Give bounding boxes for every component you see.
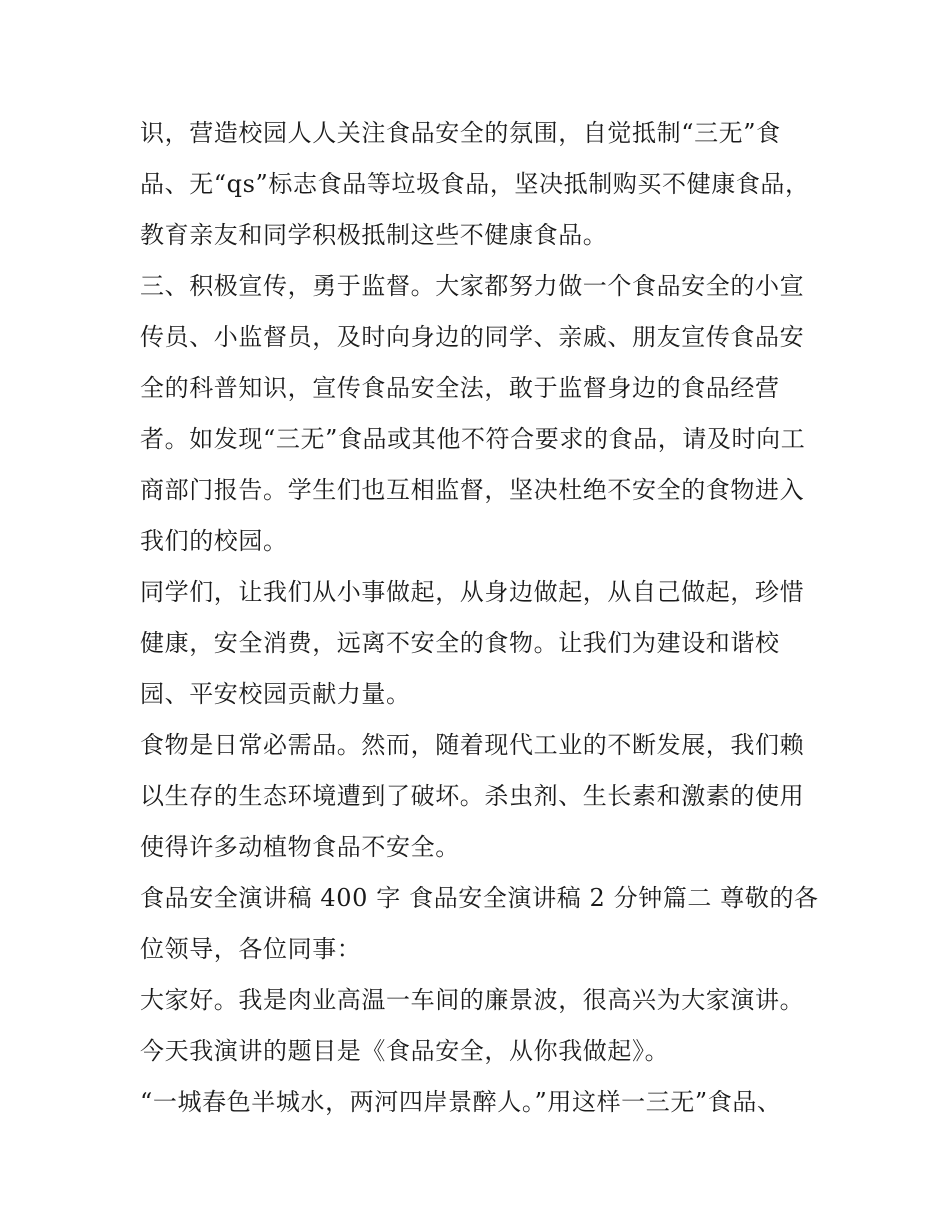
text-line: 三、积极宣传，勇于监督。大家都努力做一个食品安全的小宣 — [140, 272, 805, 300]
text-line: 园、平安校园贡献力量。 — [140, 680, 411, 708]
document-body — [140, 108, 820, 1128]
text-line: 健康，安全消费，远离不安全的食物。让我们为建设和谐校 — [140, 629, 780, 657]
text-line: 大家好。我是肉业高温一车间的廉景波，很高兴为大家演讲。 — [140, 986, 805, 1014]
text-line: 商部门报告。学生们也互相监督，坚决杜绝不安全的食物进入 — [140, 476, 805, 504]
text-line: 品、无“qs”标志食品等垃圾食品，坚决抵制购买不健康食品， — [140, 170, 810, 198]
text-line: 同学们，让我们从小事做起，从身边做起，从自己做起，珍惜 — [140, 578, 805, 606]
text-line: 传员、小监督员，及时向身边的同学、亲戚、朋友宣传食品安 — [140, 323, 805, 351]
text-line: “一城春色半城水，两河四岸景醉人。”用这样一三无”食品、 — [140, 1088, 782, 1116]
text-line: 我们的校园。 — [140, 527, 288, 555]
text-line: 识，营造校园人人关注食品安全的氛围，自觉抵制“三无”食 — [140, 119, 781, 147]
text-line: 全的科普知识，宣传食品安全法，敢于监督身边的食品经营 — [140, 374, 780, 402]
text-line: 使得许多动植物食品不安全。 — [140, 833, 460, 861]
text-line: 食品安全演讲稿 400 字 食品安全演讲稿 2 分钟篇二 尊敬的各 — [140, 884, 819, 912]
text-line: 以生存的生态环境遭到了破坏。杀虫剂、生长素和激素的使用 — [140, 782, 805, 810]
text-line: 教育亲友和同学积极抵制这些不健康食品。 — [140, 221, 608, 249]
text-line: 食物是日常必需品。然而，随着现代工业的不断发展，我们赖 — [140, 731, 805, 759]
text-line: 今天我演讲的题目是《食品安全，从你我做起》。 — [140, 1037, 670, 1065]
text-line: 者。如发现“三无”食品或其他不符合要求的食品，请及时向工 — [140, 425, 806, 453]
text-line: 位领导，各位同事： — [140, 935, 362, 963]
